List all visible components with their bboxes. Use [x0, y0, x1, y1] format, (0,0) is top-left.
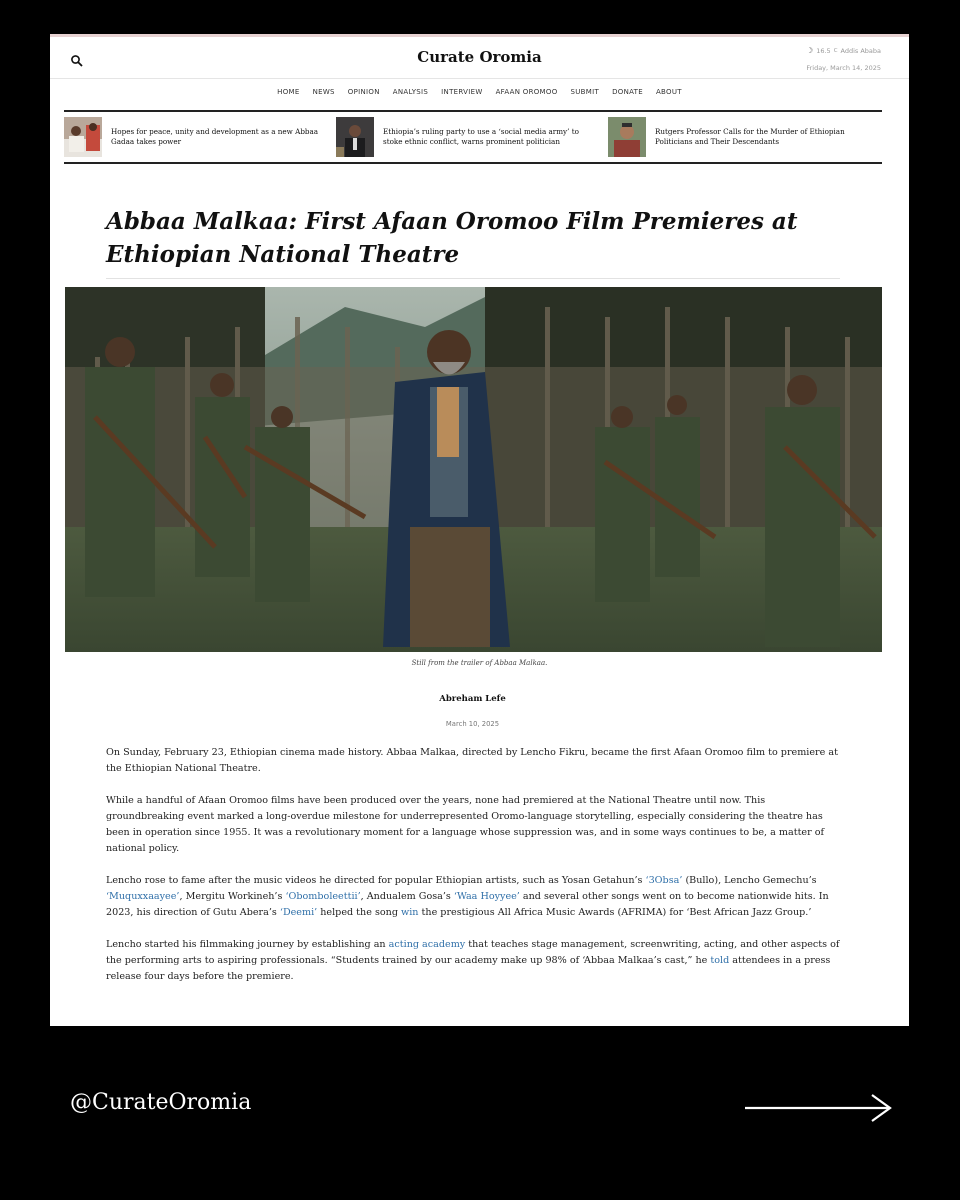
- publish-date: March 10, 2025: [445, 720, 500, 728]
- nav-about[interactable]: ABOUT: [655, 88, 682, 96]
- trending-title[interactable]: Rutgers Professor Calls for the Murder of Ethiopian Politicians and Their Descendants: [655, 127, 845, 146]
- trending-item[interactable]: [608, 117, 880, 157]
- text: helped the song: [317, 907, 402, 918]
- main-nav: [50, 88, 909, 96]
- link-acting-academy[interactable]: acting academy: [388, 939, 466, 950]
- weather-widget: [806, 46, 881, 55]
- site-logo[interactable]: Curate Oromia: [417, 48, 542, 66]
- paragraph: While a handful of Afaan Oromoo films have been produced over the years, none had premiered at the National Theatre until now. This groundbreaking event marked a long-overdue milestone for underrepresented Oromo-language storytelling, especially considering the theatre has been in operation since 1955. It was a revolutionary moment for a language whose suppression was, and in some ways continues to be, a matter of national policy.: [106, 795, 825, 854]
- image-caption: Still from the trailer of Abbaa Malkaa.: [411, 659, 548, 667]
- link-waa-hoyyee[interactable]: ‘Waa Hoyyee’: [453, 891, 520, 902]
- trending-item[interactable]: [64, 117, 336, 157]
- paragraph: On Sunday, February 23, Ethiopian cinema made history. Abbaa Malkaa, directed by Lencho Fikru, became the first Afaan Oromoo film to premiere at the Ethiopian National Theatre.: [106, 747, 838, 774]
- text: , Andualem Gosa’s: [360, 891, 454, 902]
- link-deemi[interactable]: ‘Deemi’: [279, 907, 318, 918]
- nav-donate[interactable]: DONATE: [612, 88, 643, 96]
- text: (Bullo), Lencho Gemechu’s: [682, 875, 817, 886]
- nav-home[interactable]: HOME: [277, 88, 300, 96]
- trending-strip: [64, 110, 882, 164]
- text: , Mergitu Workineh’s: [179, 891, 286, 902]
- text: the prestigious All Africa Music Awards (AFRIMA) for ‘Best African Jazz Group.’: [418, 907, 812, 918]
- trending-title[interactable]: Hopes for peace, unity and development as a new Abbaa Gadaa takes power: [111, 127, 319, 146]
- text: Lencho started his filmmaking journey by establishing an: [106, 939, 389, 950]
- trending-thumbnail[interactable]: [64, 117, 102, 157]
- nav-news[interactable]: NEWS: [312, 88, 335, 96]
- text: and several other songs went on to become nationwide hits. In 2023, his direction of Gutu Abera’s: [106, 891, 829, 918]
- nav-analysis[interactable]: ANALYSIS: [392, 88, 429, 96]
- weather-city: Addis Ababa: [840, 46, 881, 55]
- weather-temp: 16.5: [816, 46, 831, 55]
- text: that teaches stage management, screenwriting, acting, and other aspects of the performing arts to aspiring professionals. “Students trained by our academy make up 98% of ‘Abbaa Malkaa’s cast,” he: [106, 939, 840, 966]
- headline-divider: [106, 278, 840, 279]
- trending-thumbnail[interactable]: [608, 117, 646, 157]
- hero-image: [65, 287, 882, 652]
- weather-unit: C: [833, 47, 838, 54]
- nav-submit[interactable]: SUBMIT: [570, 88, 600, 96]
- header-divider: [50, 78, 909, 79]
- current-date: Friday, March 14, 2025: [806, 64, 881, 72]
- nav-opinion[interactable]: OPINION: [347, 88, 380, 96]
- paragraph: [106, 873, 846, 921]
- link-win[interactable]: win: [401, 907, 419, 918]
- top-accent-line: [50, 34, 909, 37]
- article-page: [50, 34, 909, 1026]
- text: attendees in a press release four days before the premiere.: [106, 955, 831, 982]
- moon-icon: ☽: [806, 46, 814, 55]
- nav-afaan-oromoo[interactable]: AFAAN OROMOO: [495, 88, 558, 96]
- article-headline: Abbaa Malkaa: First Afaan Oromoo Film Premieres at Ethiopian National Theatre: [106, 208, 798, 268]
- author-name[interactable]: Abreham Lefe: [439, 694, 506, 704]
- text: Lencho rose to fame after the music videos he directed for popular Ethiopian artists, such as Yosan Getahun’s: [106, 875, 646, 886]
- link-told[interactable]: told: [710, 955, 730, 966]
- arrow-right-icon[interactable]: [744, 1092, 894, 1124]
- article-body: [106, 745, 846, 1001]
- trending-item[interactable]: [336, 117, 608, 157]
- link-3obsa[interactable]: ‘3Obsa’: [645, 875, 683, 886]
- trending-title[interactable]: Ethiopia’s ruling party to use a ‘social media army’ to stoke ethnic conflict, warns prominent politician: [383, 127, 579, 146]
- social-handle: @CurateOromia: [70, 1090, 252, 1115]
- nav-interview[interactable]: INTERVIEW: [441, 88, 483, 96]
- trending-thumbnail[interactable]: [336, 117, 374, 157]
- paragraph: [106, 937, 846, 985]
- link-obomboleettii[interactable]: ‘Obomboleettii’: [285, 891, 361, 902]
- link-muquxxaayee[interactable]: ‘Muquxxaayee’: [106, 891, 180, 902]
